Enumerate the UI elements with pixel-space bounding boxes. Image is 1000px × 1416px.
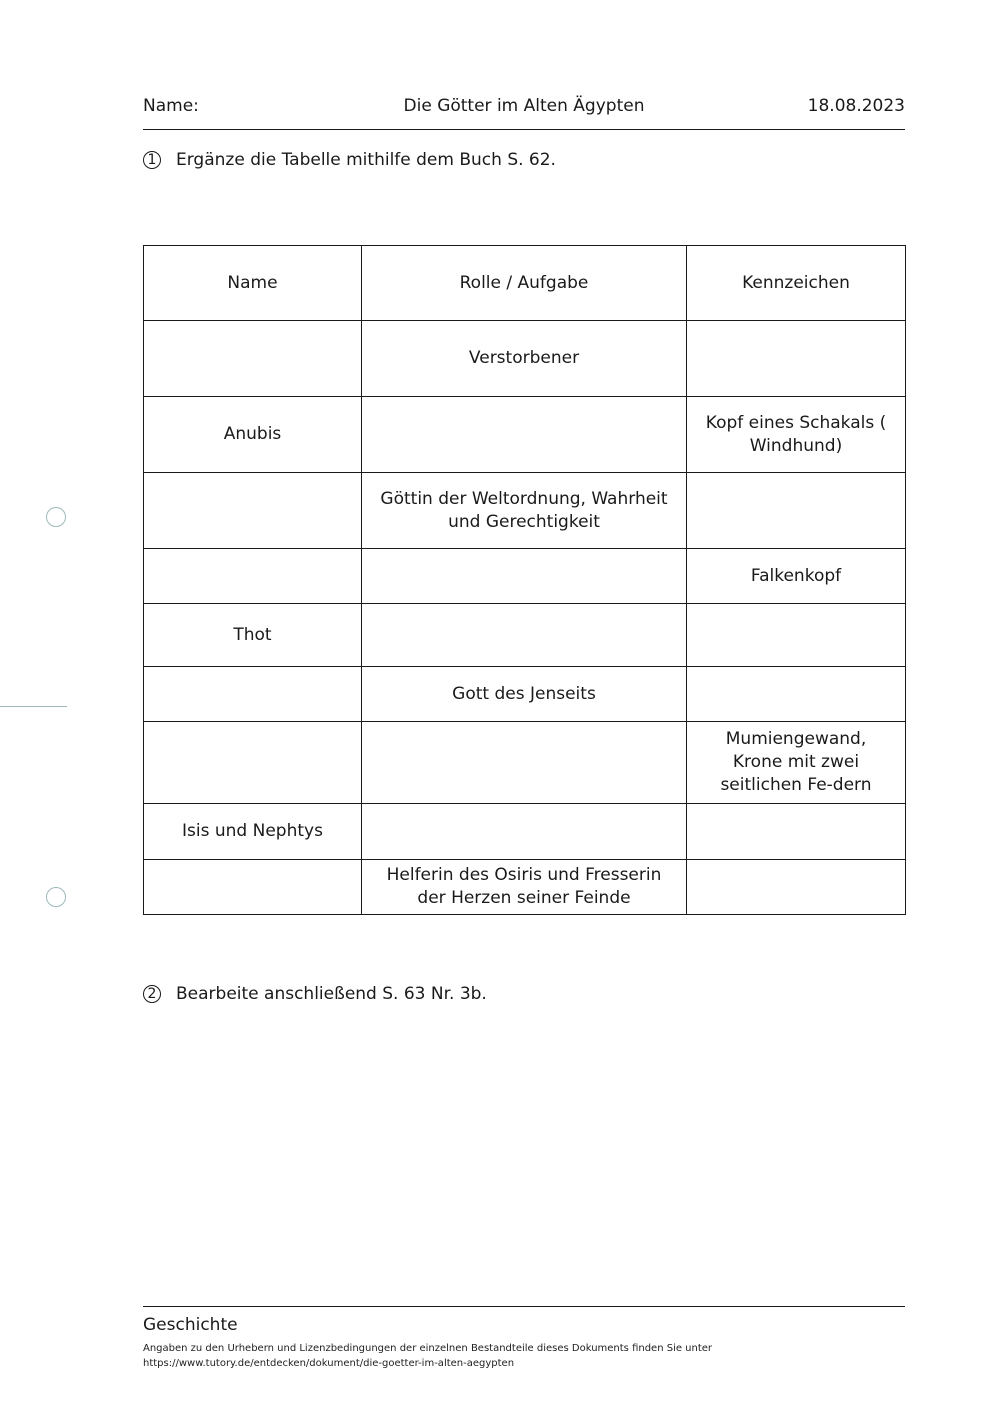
cell-role[interactable]: Verstorbener: [362, 321, 687, 397]
gods-table: [143, 245, 906, 915]
cell-features[interactable]: [687, 604, 906, 667]
cell-features[interactable]: [687, 321, 906, 397]
table-row: [144, 321, 906, 397]
cell-name[interactable]: [144, 321, 362, 397]
cell-name[interactable]: [144, 722, 362, 804]
cell-name[interactable]: [144, 473, 362, 549]
name-label: Name:: [143, 96, 199, 116]
cell-role[interactable]: [362, 804, 687, 860]
fold-mark: [0, 706, 67, 707]
table-row: [144, 860, 906, 915]
cell-name[interactable]: Thot: [144, 604, 362, 667]
cell-features[interactable]: Falkenkopf: [687, 549, 906, 604]
cell-features[interactable]: [687, 667, 906, 722]
cell-features[interactable]: Kopf eines Schakals ( Windhund): [687, 397, 906, 473]
worksheet-date: 18.08.2023: [807, 96, 905, 116]
cell-features[interactable]: [687, 473, 906, 549]
cell-features[interactable]: [687, 860, 906, 915]
table-row: [144, 667, 906, 722]
cell-features[interactable]: [687, 804, 906, 860]
cell-name[interactable]: [144, 549, 362, 604]
cell-features[interactable]: Mumiengewand, Krone mit zwei seitlichen Fe-dern: [687, 722, 906, 804]
subject-label: Geschichte: [143, 1315, 238, 1335]
cell-role[interactable]: [362, 722, 687, 804]
credits-link[interactable]: https://www.tutory.de/entdecken/dokument/die-goetter-im-alten-aegypten: [143, 1358, 515, 1369]
cell-name[interactable]: [144, 860, 362, 915]
column-header-features: Kennzeichen: [687, 246, 906, 321]
task-text-2: Bearbeite anschließend S. 63 Nr. 3b.: [176, 984, 487, 1004]
task-text-1: Ergänze die Tabelle mithilfe dem Buch S. 62.: [176, 150, 556, 170]
cell-role[interactable]: Helferin des Osiris und Fresserin der Herzen seiner Feinde: [362, 860, 687, 915]
cell-role[interactable]: Göttin der Weltordnung, Wahrheit und Gerechtigkeit: [362, 473, 687, 549]
task-2: [143, 984, 487, 1004]
table-row: [144, 397, 906, 473]
table-header-row: [144, 246, 906, 321]
punch-hole-bottom: [46, 887, 66, 907]
cell-role[interactable]: [362, 549, 687, 604]
cell-role[interactable]: [362, 397, 687, 473]
table-row: [144, 722, 906, 804]
table-row: [144, 604, 906, 667]
task-1: [143, 150, 556, 170]
table-row: [144, 549, 906, 604]
cell-name[interactable]: Anubis: [144, 397, 362, 473]
cell-role[interactable]: [362, 604, 687, 667]
table-row: [144, 473, 906, 549]
task-number-1: 1: [143, 151, 161, 169]
column-header-role: Rolle / Aufgabe: [362, 246, 687, 321]
task-number-2: 2: [143, 985, 161, 1003]
punch-hole-top: [46, 507, 66, 527]
cell-role[interactable]: Gott des Jenseits: [362, 667, 687, 722]
table-row: [144, 804, 906, 860]
column-header-name: Name: [144, 246, 362, 321]
worksheet-footer: [143, 1306, 905, 1371]
credits: [143, 1341, 905, 1371]
cell-name[interactable]: Isis und Nephtys: [144, 804, 362, 860]
cell-name[interactable]: [144, 667, 362, 722]
worksheet-header: [143, 94, 905, 130]
credits-text: Angaben zu den Urhebern und Lizenzbedingungen der einzelnen Bestandteile dieses Dokuments finden Sie unter: [143, 1343, 713, 1354]
worksheet-title: Die Götter im Alten Ägypten: [403, 96, 645, 116]
